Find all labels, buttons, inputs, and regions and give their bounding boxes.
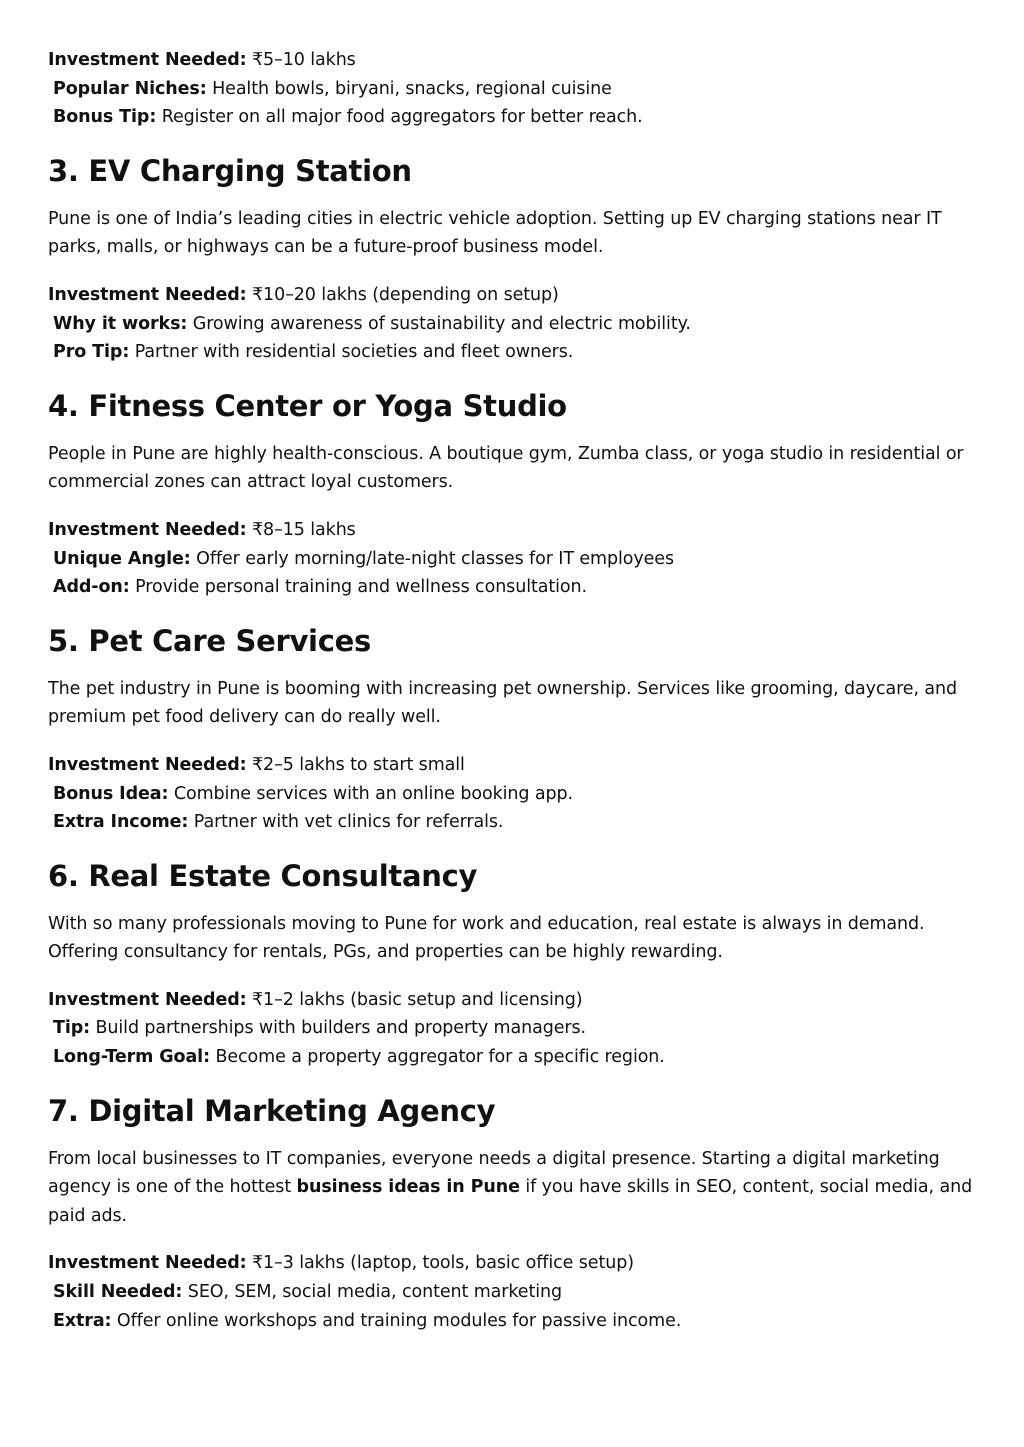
section-body: People in Pune are highly health-conscious. A boutique gym, Zumba class, or yoga studio in residential or commercial zones can attract loyal customers.	[48, 443, 964, 493]
fact-text: ₹2–5 lakhs to start small	[246, 754, 465, 775]
fact-label: Pro Tip:	[53, 342, 130, 363]
section-real-estate-consultancy	[48, 859, 988, 1072]
section-facts	[48, 281, 988, 367]
section-body: Pune is one of India’s leading cities in electric vehicle adoption. Setting up EV charging stations near IT parks, malls, or highways can be a future-proof business model.	[48, 208, 942, 258]
fact-label: Skill Needed:	[53, 1282, 183, 1303]
fact-extra	[48, 1307, 988, 1336]
fact-text: ₹8–15 lakhs	[246, 519, 356, 540]
section-facts	[48, 516, 988, 602]
fact-text: ₹5–10 lakhs	[246, 50, 356, 70]
section-body: With so many professionals moving to Pune for work and education, real estate is always in demand. Offering consultancy for rentals, PGs, and properties can be highly rewarding.	[48, 913, 925, 963]
fact-label: Bonus Idea:	[53, 783, 169, 804]
fact-tip	[48, 1014, 988, 1043]
fact-text: Combine services with an online booking app.	[168, 783, 573, 804]
fact-pro-tip	[48, 338, 988, 367]
fact-text: ₹1–3 lakhs (laptop, tools, basic office setup)	[246, 1253, 634, 1274]
fact-label: Tip:	[53, 1018, 91, 1039]
fact-text: Partner with residential societies and fleet owners.	[129, 342, 574, 363]
section-heading: 5. Pet Care Services	[48, 623, 371, 658]
fact-text: Partner with vet clinics for referrals.	[188, 812, 504, 833]
fact-text: Register on all major food aggregators for better reach.	[156, 107, 643, 128]
fact-label: Long-Term Goal:	[53, 1047, 210, 1068]
fact-label: Extra:	[53, 1310, 112, 1331]
fact-why-it-works	[48, 310, 988, 339]
fact-investment	[48, 516, 988, 545]
section-heading: 7. Digital Marketing Agency	[48, 1093, 496, 1128]
fact-text: Become a property aggregator for a specific region.	[209, 1047, 665, 1068]
section-facts	[48, 986, 988, 1072]
section-heading: 4. Fitness Center or Yoga Studio	[48, 388, 567, 423]
article-page	[48, 46, 988, 1335]
fact-label: Investment Needed:	[48, 989, 247, 1010]
fact-bonus-tip	[48, 103, 988, 132]
fact-text: ₹1–2 lakhs (basic setup and licensing)	[246, 989, 583, 1010]
section-body	[48, 1145, 988, 1231]
section-ev-charging-station	[48, 154, 988, 367]
intro-facts	[48, 46, 988, 132]
body-text: if you have skills in SEO, content, social media, and paid ads.	[48, 1177, 973, 1226]
fact-label: Add-on:	[53, 577, 130, 598]
fact-label: Bonus Tip:	[53, 107, 157, 128]
fact-text: Offer early morning/late-night classes for IT employees	[190, 548, 674, 569]
highlighted-phrase: business ideas in Pune	[296, 1177, 520, 1198]
fact-text: Provide personal training and wellness consultation.	[129, 577, 587, 598]
fact-text: Growing awareness of sustainability and electric mobility.	[187, 313, 691, 334]
section-facts	[48, 751, 988, 837]
section-heading: 6. Real Estate Consultancy	[48, 858, 478, 893]
fact-investment	[48, 46, 988, 75]
fact-investment	[48, 1249, 988, 1278]
fact-text: Build partnerships with builders and property managers.	[90, 1018, 586, 1039]
section-heading: 3. EV Charging Station	[48, 153, 412, 188]
fact-label: Popular Niches:	[53, 78, 207, 99]
fact-label: Investment Needed:	[48, 1253, 247, 1274]
fact-label: Investment Needed:	[48, 519, 247, 540]
fact-label: Investment Needed:	[48, 284, 247, 305]
fact-label: Unique Angle:	[53, 548, 191, 569]
fact-label: Why it works:	[53, 313, 188, 334]
fact-text: SEO, SEM, social media, content marketing	[182, 1282, 562, 1303]
fact-add-on	[48, 573, 988, 602]
fact-extra-income	[48, 808, 988, 837]
section-facts	[48, 1249, 988, 1335]
fact-popular-niches	[48, 75, 988, 104]
section-pet-care-services	[48, 624, 988, 837]
fact-investment	[48, 281, 988, 310]
fact-label: Investment Needed:	[48, 50, 247, 70]
fact-unique-angle	[48, 545, 988, 574]
fact-label: Investment Needed:	[48, 754, 247, 775]
fact-investment	[48, 751, 988, 780]
fact-skill-needed	[48, 1278, 988, 1307]
fact-text: Offer online workshops and training modules for passive income.	[111, 1310, 682, 1331]
fact-investment	[48, 986, 988, 1015]
section-fitness-center	[48, 389, 988, 602]
section-digital-marketing-agency	[48, 1094, 988, 1336]
fact-bonus-idea	[48, 780, 988, 809]
fact-text: ₹10–20 lakhs (depending on setup)	[246, 284, 559, 305]
section-body: The pet industry in Pune is booming with increasing pet ownership. Services like grooming, daycare, and premium pet food delivery can do really well.	[48, 678, 957, 728]
body-text: From local businesses to IT companies, everyone needs a digital presence. Starting a digital marketing agency is one of the hottest	[48, 1148, 940, 1198]
fact-label: Extra Income:	[53, 812, 189, 833]
fact-long-term-goal	[48, 1043, 988, 1072]
fact-text: Health bowls, biryani, snacks, regional cuisine	[206, 78, 612, 99]
